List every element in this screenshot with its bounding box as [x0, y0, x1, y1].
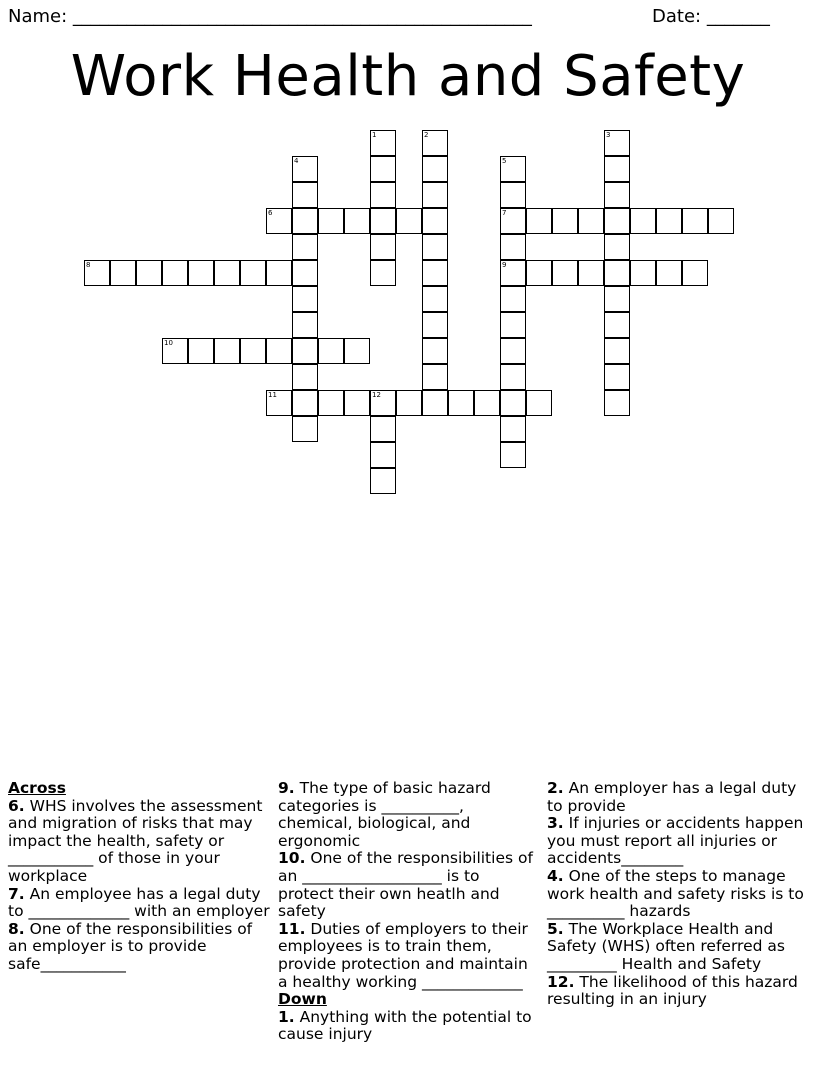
- grid-cell[interactable]: [604, 260, 630, 286]
- grid-cell[interactable]: [110, 260, 136, 286]
- across-clue: 6. WHS involves the assessment and migration of risks that may impact the health, safety or ___________ of those in your workplace: [8, 796, 263, 885]
- grid-cell[interactable]: [656, 208, 682, 234]
- across-clue: 9. The type of basic hazard categories is __________, chemical, biological, and ergonomic: [278, 779, 491, 850]
- grid-cell[interactable]: [500, 208, 526, 234]
- grid-cell[interactable]: [370, 208, 396, 234]
- grid-cell[interactable]: [370, 156, 396, 182]
- grid-cell[interactable]: [500, 338, 526, 364]
- cell-number: 11: [268, 391, 277, 399]
- grid-cell[interactable]: [500, 234, 526, 260]
- grid-cell[interactable]: [500, 156, 526, 182]
- across-heading: Across: [8, 779, 66, 797]
- grid-cell[interactable]: [500, 442, 526, 468]
- grid-cell[interactable]: [214, 260, 240, 286]
- grid-cell[interactable]: [422, 208, 448, 234]
- cell-number: 9: [502, 261, 507, 269]
- grid-cell[interactable]: [500, 312, 526, 338]
- grid-cell[interactable]: [344, 390, 370, 416]
- grid-cell[interactable]: [526, 260, 552, 286]
- grid-cell[interactable]: [422, 364, 448, 390]
- grid-cell[interactable]: [422, 260, 448, 286]
- across-clue: 10. One of the responsibilities of an __________________ is to protect their own heatlh and safety: [278, 849, 533, 921]
- grid-cell[interactable]: [422, 130, 448, 156]
- grid-cell[interactable]: [422, 182, 448, 208]
- grid-cell[interactable]: [604, 156, 630, 182]
- grid-cell[interactable]: [370, 442, 396, 468]
- grid-cell[interactable]: [266, 390, 292, 416]
- grid-cell[interactable]: [188, 260, 214, 286]
- grid-cell[interactable]: [370, 416, 396, 442]
- grid-cell[interactable]: [292, 182, 318, 208]
- grid-cell[interactable]: [474, 390, 500, 416]
- date-label: Date:: [652, 6, 702, 27]
- down-clue: 4. One of the steps to manage work health and safety risks is to __________ hazards: [547, 866, 804, 921]
- grid-cell[interactable]: [500, 260, 526, 286]
- grid-cell[interactable]: [292, 364, 318, 390]
- grid-cell[interactable]: [370, 390, 396, 416]
- cell-number: 6: [268, 209, 273, 217]
- grid-cell[interactable]: [292, 208, 318, 234]
- page-title: Work Health and Safety: [70, 44, 746, 109]
- date-line: _______: [706, 6, 770, 27]
- grid-cell[interactable]: [500, 416, 526, 442]
- grid-cell[interactable]: [422, 338, 448, 364]
- grid-cell[interactable]: [162, 338, 188, 364]
- grid-cell[interactable]: [292, 234, 318, 260]
- grid-cell[interactable]: [370, 234, 396, 260]
- grid-cell[interactable]: [552, 208, 578, 234]
- grid-cell[interactable]: [552, 260, 578, 286]
- grid-cell[interactable]: [578, 208, 604, 234]
- down-heading: Down: [278, 990, 327, 1009]
- grid-cell[interactable]: [604, 338, 630, 364]
- name-label: Name:: [8, 6, 68, 27]
- cell-number: 10: [164, 339, 173, 347]
- grid-cell[interactable]: [396, 390, 422, 416]
- grid-cell[interactable]: [370, 468, 396, 494]
- grid-cell[interactable]: [708, 208, 734, 234]
- grid-cell[interactable]: [266, 208, 292, 234]
- grid-cell[interactable]: [422, 156, 448, 182]
- grid-cell[interactable]: [604, 312, 630, 338]
- grid-cell[interactable]: [266, 338, 292, 364]
- name-line: ___________________________________________________: [72, 6, 532, 27]
- grid-cell[interactable]: [578, 260, 604, 286]
- grid-cell[interactable]: [526, 390, 552, 416]
- grid-cell[interactable]: [500, 364, 526, 390]
- down-clue: 5. The Workplace Health and Safety (WHS) often referred as _________ Health and Safety: [547, 919, 785, 973]
- crossword-grid: [0, 0, 816, 520]
- grid-cell[interactable]: [500, 390, 526, 416]
- down-clue: 2. An employer has a legal duty to provide: [547, 779, 797, 815]
- grid-cell[interactable]: [136, 260, 162, 286]
- grid-cell[interactable]: [292, 312, 318, 338]
- grid-cell[interactable]: [292, 156, 318, 182]
- clue-column-2: [278, 780, 534, 1044]
- grid-cell[interactable]: [500, 286, 526, 312]
- grid-cell[interactable]: [604, 286, 630, 312]
- grid-cell[interactable]: [396, 208, 422, 234]
- grid-cell[interactable]: [370, 182, 396, 208]
- grid-cell[interactable]: [604, 234, 630, 260]
- across-clue: 8. One of the responsibilities of an employer is to provide safe___________: [8, 919, 253, 973]
- grid-cell[interactable]: [422, 286, 448, 312]
- across-clue: 11. Duties of employers to their employees is to train them, provide protection and maintain a healthy working _____________: [278, 919, 528, 991]
- cell-number: 4: [294, 157, 299, 165]
- grid-cell[interactable]: [344, 338, 370, 364]
- cell-number: 1: [372, 131, 377, 139]
- grid-cell[interactable]: [266, 260, 292, 286]
- grid-cell[interactable]: [682, 208, 708, 234]
- across-clue: 7. An employee has a legal duty to _____________ with an employer: [8, 884, 270, 921]
- grid-cell[interactable]: [682, 260, 708, 286]
- grid-cell[interactable]: [500, 182, 526, 208]
- grid-cell[interactable]: [240, 260, 266, 286]
- cell-number: 8: [86, 261, 91, 269]
- grid-cell[interactable]: [344, 208, 370, 234]
- grid-cell[interactable]: [630, 260, 656, 286]
- grid-cell[interactable]: [84, 260, 110, 286]
- grid-cell[interactable]: [292, 390, 318, 416]
- grid-cell[interactable]: [604, 182, 630, 208]
- grid-cell[interactable]: [422, 390, 448, 416]
- grid-cell[interactable]: [448, 390, 474, 416]
- grid-cell[interactable]: [604, 390, 630, 416]
- cell-number: 12: [372, 391, 381, 399]
- grid-cell[interactable]: [292, 416, 318, 442]
- grid-cell[interactable]: [656, 260, 682, 286]
- grid-cell[interactable]: [292, 286, 318, 312]
- grid-cell[interactable]: [422, 234, 448, 260]
- cell-number: 2: [424, 131, 429, 139]
- grid-cell[interactable]: [526, 208, 552, 234]
- down-clue: 1. Anything with the potential to cause injury: [278, 1007, 532, 1044]
- grid-cell[interactable]: [318, 390, 344, 416]
- grid-cell[interactable]: [214, 338, 240, 364]
- grid-cell[interactable]: [240, 338, 266, 364]
- grid-cell[interactable]: [604, 130, 630, 156]
- cell-number: 5: [502, 157, 507, 165]
- cell-number: 7: [502, 209, 507, 217]
- down-clue: 3. If injuries or accidents happen you must report all injuries or accidents________: [547, 814, 804, 868]
- grid-cell[interactable]: [162, 260, 188, 286]
- clue-column-1: [8, 780, 270, 974]
- grid-cell[interactable]: [370, 260, 396, 286]
- clue-column-3: [547, 780, 811, 1009]
- grid-cell[interactable]: [318, 208, 344, 234]
- grid-cell[interactable]: [604, 364, 630, 390]
- cell-number: 3: [606, 131, 611, 139]
- grid-cell[interactable]: [292, 260, 318, 286]
- grid-cell[interactable]: [188, 338, 214, 364]
- grid-cell[interactable]: [604, 208, 630, 234]
- grid-cell[interactable]: [292, 338, 318, 364]
- grid-cell[interactable]: [630, 208, 656, 234]
- grid-cell[interactable]: [422, 312, 448, 338]
- down-clue: 12. The likelihood of this hazard resulting in an injury: [547, 972, 798, 1009]
- grid-cell[interactable]: [370, 130, 396, 156]
- grid-cell[interactable]: [318, 338, 344, 364]
